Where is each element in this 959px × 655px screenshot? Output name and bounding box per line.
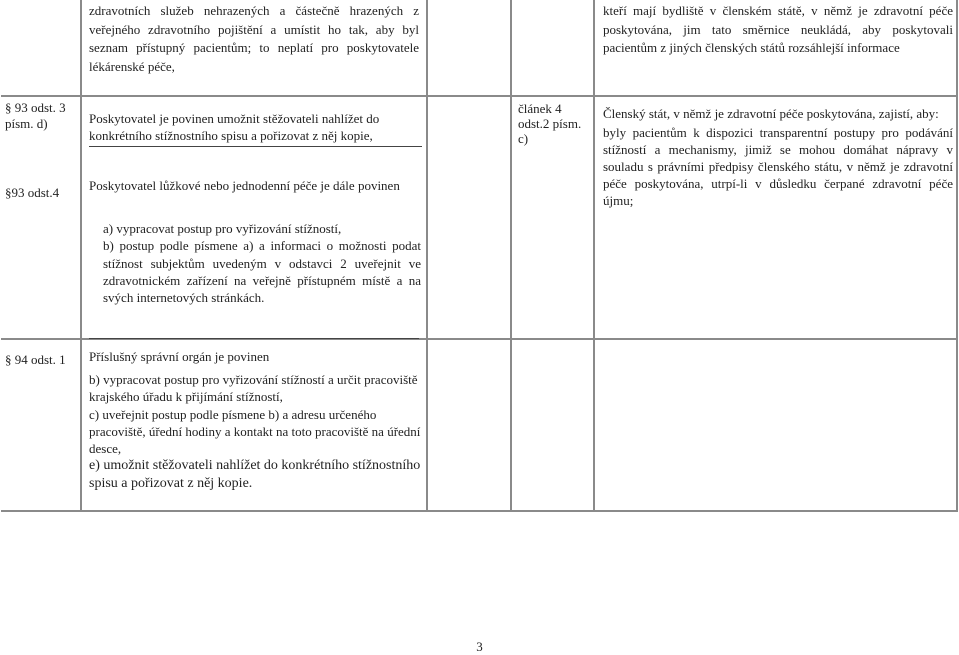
list-item: e) umožnit stěžovateli nahlížet do konkrétního stížnostního spisu a pořizovat z něj kopie. bbox=[89, 458, 421, 492]
directive-text bbox=[603, 105, 953, 209]
page-number: 3 bbox=[476, 639, 483, 654]
legislation-comparison-table bbox=[1, 0, 958, 512]
directive-paragraph: byly pacientům k dispozici transparentní postupy pro podávání stížností a mechanismy, jimiž se mohou domáhat nápravy v souladu s právními předpisy členského státu, v němž je zdravotní péče poskytována, utrpí-li v důsledku čerpané zdravotní péče újmu; bbox=[603, 125, 953, 208]
provision-paragraph: Poskytovatel je povinen umožnit stěžovateli nahlížet do konkrétního stížnostního spisu a pořizovat z něj kopie, bbox=[89, 111, 380, 143]
list-item: b) postup podle písmene a) a informaci o možnosti podat stížnost subjektům uvedeným v odstavci 2 uveřejnit ve zdravotnickém zařízení na veřejně přístupném místě a na svých internetových stránkách. bbox=[103, 238, 421, 306]
section-reference: § 94 odst. 1 bbox=[5, 352, 66, 367]
section-reference: § 93 odst. 3 písm. d) bbox=[5, 100, 66, 131]
provision-text bbox=[89, 177, 422, 194]
list-item: a) vypracovat postup pro vyřizování stížností, bbox=[103, 221, 342, 236]
section-reference: §93 odst.4 bbox=[5, 185, 60, 200]
row-divider bbox=[1, 95, 956, 97]
list-item: c) uveřejnit postup podle písmene b) a adresu určeného pracoviště, úřední hodiny a kontakt na toto pracoviště na úřední desce, bbox=[89, 406, 421, 457]
provision-text bbox=[89, 348, 422, 493]
column-divider bbox=[510, 0, 512, 510]
national-law-text-continued: zdravotních služeb nehrazených a částečně hrazených z veřejného zdravotního pojištění a umístit ho tak, aby byl seznam přístupný pacientům; to neplatí pro poskytovatele lékárenské péče, bbox=[89, 3, 419, 74]
separator-line bbox=[89, 338, 419, 339]
directive-paragraph: Členský stát, v němž je zdravotní péče poskytována, zajistí, aby: bbox=[603, 106, 939, 121]
directive-text-continued: kteří mají bydliště v členském státě, v němž je zdravotní péče poskytována, jim tato směrnice neukládá, aby poskytovali pacientům z jiných členských států rozsáhlejší informace bbox=[603, 3, 953, 55]
column-divider bbox=[593, 0, 595, 510]
separator-line bbox=[89, 146, 422, 147]
article-reference: článek 4 odst.2 písm. c) bbox=[518, 101, 582, 146]
provision-paragraph: Příslušný správní orgán je povinen bbox=[89, 349, 270, 364]
provision-text bbox=[89, 110, 422, 144]
list-item: b) vypracovat postup pro vyřizování stížností a určit pracoviště krajského úřadu k přijímání stížností, bbox=[89, 372, 418, 405]
provision-paragraph: Poskytovatel lůžkové nebo jednodenní péče je dále povinen bbox=[89, 178, 400, 193]
column-divider bbox=[80, 0, 82, 510]
provision-list bbox=[103, 220, 421, 306]
column-divider bbox=[426, 0, 428, 510]
